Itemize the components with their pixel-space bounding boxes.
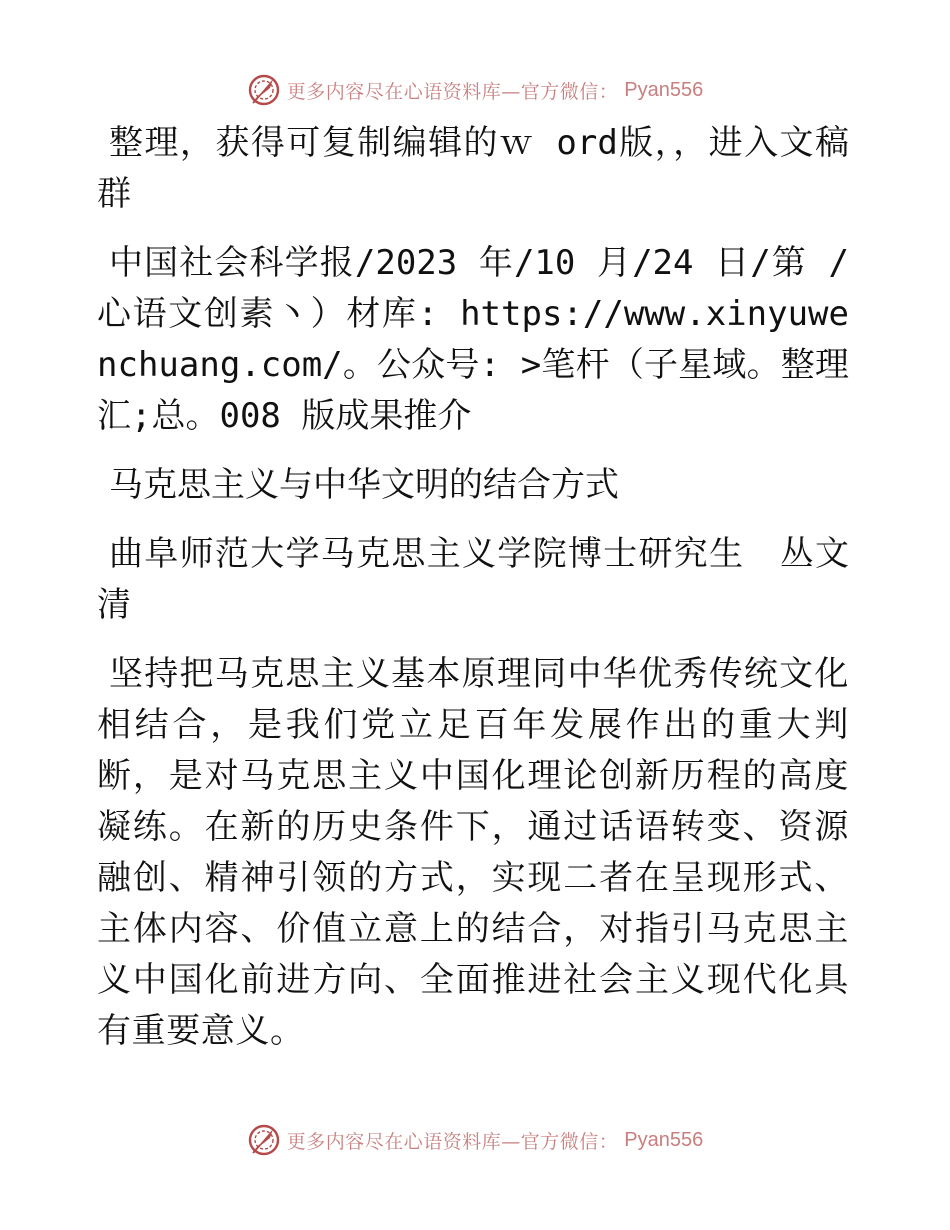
article-author: 曲阜师范大学马克思主义学院博士研究生 丛文清 <box>97 534 849 625</box>
feather-pen-seal-icon <box>247 1123 281 1157</box>
footer-watermark-banner <box>0 1120 950 1160</box>
paragraph-body: 坚持把马克思主义基本原理同中华优秀传统文化相结合，是我们党立足百年发展作出的重大判断，是对马克思主义中国化理论创新历程的高度凝练。在新的历史条件下，通过话语转变、资源融创、精神引领的方式，实现二者在呈现形式、主体内容、价值立意上的结合，对指引马克思主义中国化前进方向、全面推进社会主义现代化具有重要意义。 <box>97 654 849 1051</box>
paragraph-intro: 整理，获得可复制编辑的ｗ ord版，，进入文稿群 <box>97 123 849 214</box>
article-title: 马克思主义与中华文明的结合方式 <box>109 465 619 505</box>
document-body <box>97 118 849 1075</box>
banner-wechat-id: Pyan556 <box>624 78 704 101</box>
banner-text: 更多内容尽在心语资料库—官方微信： <box>286 1130 619 1153</box>
banner-text: 更多内容尽在心语资料库—官方微信： <box>286 80 619 103</box>
feather-pen-seal-icon <box>247 73 281 107</box>
banner-wechat-id: Pyan556 <box>624 1128 704 1151</box>
paragraph-source: 中国社会科学报/2023 年/10 月/24 日/第 /心语文创素丶）材库: https://www.xinyuwenchuang.com/。公众号: >笔杆（子星域。整理汇;总。008 版成果推介 <box>97 243 849 436</box>
header-watermark-banner <box>0 70 950 110</box>
